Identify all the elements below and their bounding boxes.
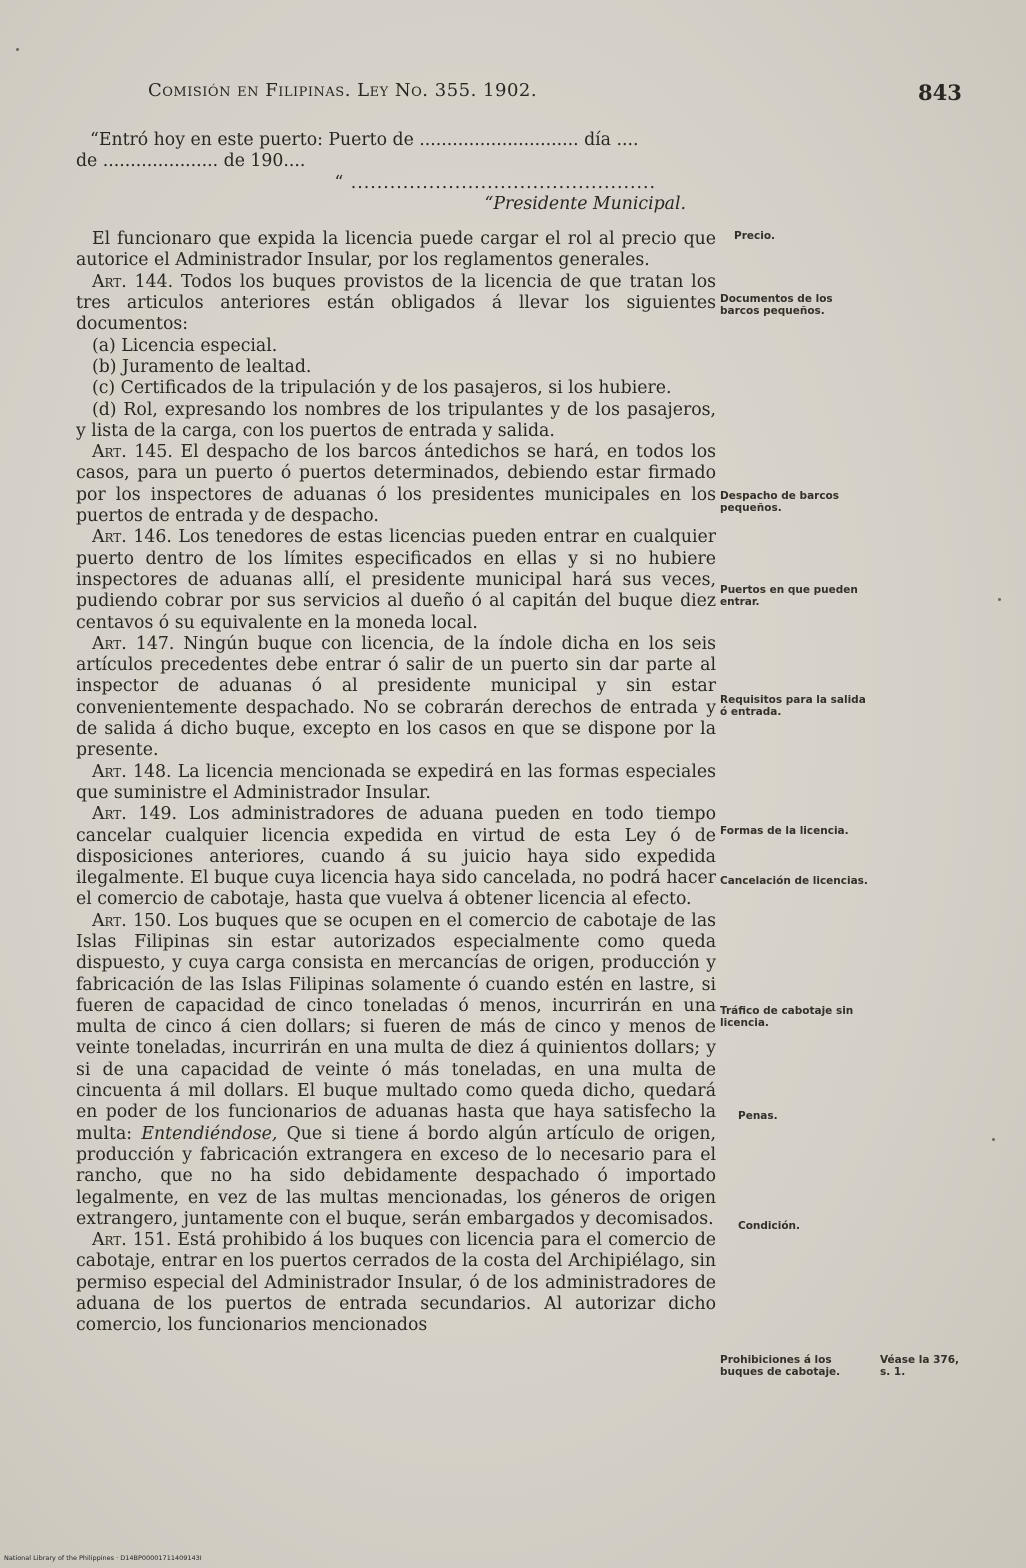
article-151: [76, 1230, 716, 1336]
article-label: Art. 148.: [92, 761, 172, 782]
sidenote-precio: Precio.: [734, 230, 776, 242]
article-text: El despacho de los barcos ántedichos se hará, en todos los casos, para un puerto ó puertos determinados, debiendo estar firmado por los inspectores de aduanas ó los presidentes municipales en los puertos de entrada y de despacho.: [76, 442, 716, 527]
article-text: La licencia mencionada se expedirá en las formas especiales que suministre el Administrador Insular.: [76, 761, 716, 803]
scan-speck: [16, 48, 19, 51]
list-item-c: (c) Certificados de la tripulación y de los pasajeros, si los hubiere.: [92, 378, 672, 399]
article-147: [76, 634, 716, 762]
sidenote-requisitos: Requisitos para la salida ó entrada.: [720, 694, 866, 718]
article-text: Los administradores de aduana pueden en todo tiempo cancelar cualquier licencia expedida en virtud de esta Ley ó de disposiciones anteriores, cuando á su juicio haya sido expedida ilegalmente. El buque cuya licencia haya sido cancelada, no podrá hacer el comercio de cabotaje, hasta que vuelva á obtener licencia al efecto.: [76, 804, 716, 910]
sidenote-documentos: Documentos de los barcos pequeños.: [720, 293, 833, 317]
list-item-b: (b) Juramento de lealtad.: [92, 356, 312, 377]
scan-speck: [992, 1138, 995, 1141]
article-label: Art. 151.: [92, 1230, 172, 1251]
article-149: [76, 804, 716, 910]
article-text: Los tenedores de estas licencias pueden entrar en cualquier puerto dentro de los límites especificados en ellas y si no hubiere inspectores de aduanas allí, el presidente municipal hará sus veces, pudiendo cobrar por sus servicios al dueño ó al capitán del buque diez centavos ó su equivalente en la moneda local.: [76, 527, 716, 633]
article-label: Art. 144.: [92, 271, 174, 292]
certificate-line-2: de ..................... de 190....: [76, 151, 306, 172]
article-text-continued: Que si tiene á bordo algún artículo de origen, producción y fabricación extrangera en exceso de lo necesario para el rancho, que no ha sido debidamente despachado ó importado legalmente, en vez de las multas mencionadas, los géneros de origen extrangero, juntamente con el buque, serán embargados y decomisados.: [76, 1123, 716, 1229]
sidenote-despacho: Despacho de barcos pequeños.: [720, 490, 840, 514]
sidenote-condicion: Condición.: [738, 1220, 801, 1232]
article-text: Los buques que se ocupen en el comercio de cabotaje de las Islas Filipinas sin estar autorizados especialmente como queda dispuesto, y cuya carga consista en mercancías de origen, producción y fabricación de las Islas Filipinas solamente ó cuando estén en lastre, si fueren de capacidad de cinco toneladas ó menos, incurrirán en una multa de cinco á cien dollars; si fueren de más de cinco y menos de veinte toneladas, incurrirán en una multa de diez á quinientos dollars; y si de una capacidad de veinte ó más toneladas, en una multa de cincuenta á mil dollars. El buque multado como queda dicho, quedará en poder de los funcionarios de aduanas hasta que haya satisfecho la multa:: [76, 910, 716, 1144]
signature-dots: “ ...............................................: [334, 172, 656, 193]
list-item-d: (d) Rol, expresando los nombres de los tripulantes y de los pasajeros, y lista de la carga, con los puertos de entrada y salida.: [76, 399, 716, 441]
article-label: Art. 146.: [92, 527, 172, 548]
article-label: Art. 150.: [92, 910, 172, 931]
sidenote-cancelacion: Cancelación de licencias.: [720, 875, 868, 887]
article-145: [76, 442, 716, 527]
sidenote-puertos: Puertos en que pueden entrar.: [720, 584, 858, 608]
article-text: Todos los buques provistos de la licencia de que tratan los tres articulos anteriores están obligados á llevar los siguientes documentos:: [76, 271, 716, 335]
article-label: Art. 147.: [92, 633, 175, 654]
sidenote-penas: Penas.: [738, 1110, 778, 1122]
certificate-line-1: “Entró hoy en este puerto: Puerto de ............................. día ....: [90, 130, 639, 150]
running-head: Comisión en Filipinas. Ley No. 355. 1902.: [148, 80, 538, 101]
article-label: Art. 145.: [92, 442, 173, 463]
scan-speck: [998, 598, 1001, 601]
article-150: [76, 911, 716, 1230]
body-text: [76, 130, 716, 1337]
sidenote-prohibiciones: Prohibiciones á los buques de cabotaje.: [720, 1354, 841, 1378]
library-credit: National Library of the Philippines · D14BP00001711409143I: [4, 1554, 202, 1562]
article-label: Art. 149.: [92, 804, 178, 825]
signature-line: “Presidente Municipal.: [484, 193, 686, 214]
list-item-a: (a) Licencia especial.: [92, 335, 278, 356]
article-148: [76, 762, 716, 805]
sidenote-cross-reference: Véase la 376, s. 1.: [880, 1354, 960, 1378]
proviso-word: Entendiéndose,: [141, 1123, 278, 1144]
page-number: 843: [918, 80, 962, 105]
sidenote-trafico: Tráfico de cabotaje sin licencia.: [720, 1005, 854, 1029]
article-144: [76, 272, 716, 336]
article-text: Ningún buque con licencia, de la índole dicha en los seis artículos precedentes debe entrar ó salir de un puerto sin dar parte al inspector de aduanas ó al presidente municipal y sin estar convenientemente despachado. No se cobrarán derechos de entrada y de salida á dicho buque, excepto en los casos en que se dispone por la presente.: [76, 633, 716, 761]
article-text: Está prohibido á los buques con licencia para el comercio de cabotaje, entrar en los puertos cerrados de la costa del Archipiélago, sin permiso especial del Administrador Insular, ó de los administradores de aduana de los puertos de entrada secundarios. Al autorizar dicho comercio, los funcionarios mencionados: [76, 1230, 717, 1336]
paragraph-fee: El funcionaro que expida la licencia puede cargar el rol al precio que autorice el Administrador Insular, por los reglamentos generales.: [76, 229, 716, 271]
article-146: [76, 527, 716, 633]
sidenote-formas: Formas de la licencia.: [720, 825, 849, 837]
